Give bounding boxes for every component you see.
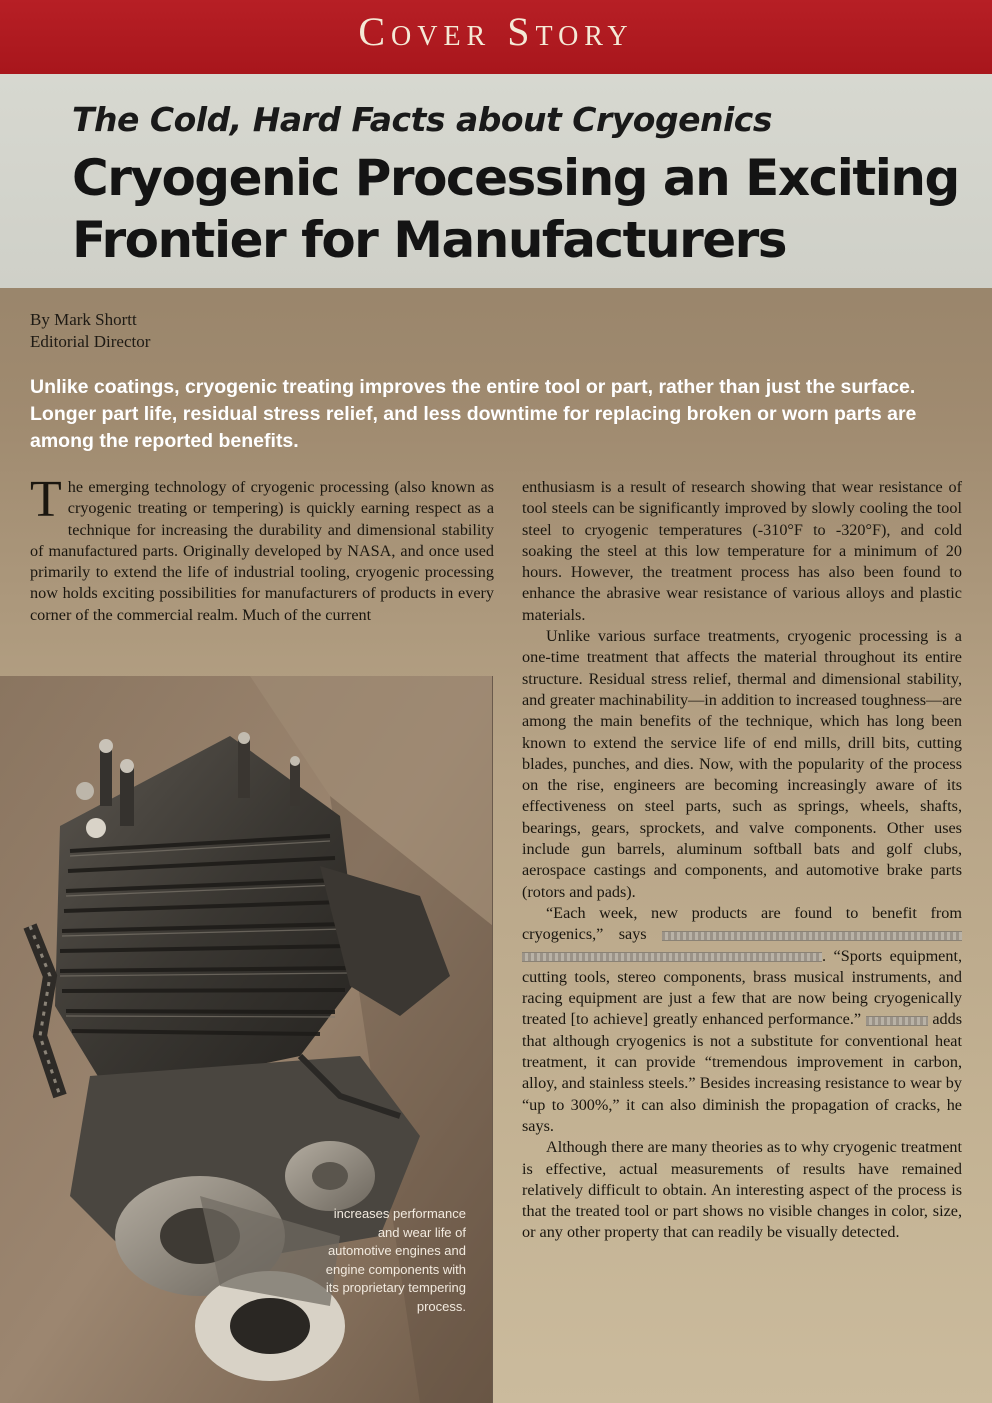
redacted-name: [866, 1016, 928, 1026]
drop-cap: T: [30, 471, 62, 528]
paragraph-3: [522, 903, 962, 1137]
paragraph-4: Although there are many theories as to why cryogenic treatment is effective, actual measurements of results have remained relatively difficult to obtain. An interesting aspect of the process is that the treated tool or part shows no visible changes in color, size, or any other property that can readily be visually detected.: [522, 1138, 962, 1242]
paragraph-1: [30, 471, 494, 626]
column-left: [30, 471, 494, 626]
paragraph-3-part-c: adds that although cryogenics is not a substitute for conventional heat treatment, it can provide “tremendous improvement in carbon, alloy, and stainless steels.” Besides increasing resistance to wear by “up to 300%,” it can also diminish the propagation of cracks, he says.: [522, 1010, 963, 1135]
article-kicker: The Cold, Hard Facts about Cryogenics: [72, 100, 772, 139]
article-deck: Unlike coatings, cryogenic treating improves the entire tool or part, rather than just the surface. Longer part life, residual stress relief, and less downtime for replacing broken or worn parts are among the reported benefits.: [30, 376, 917, 452]
article-headline: Cryogenic Processing an Exciting Frontier for Manufacturers: [72, 149, 959, 269]
byline: [30, 309, 150, 353]
paragraph-1-continued: enthusiasm is a result of research showing that wear resistance of tool steels can be significantly improved by slowly cooling the tool steel to cryogenic temperatures (-310°F to -320°F), and cold soaking the steel at this low temperature for a minimum of 20 hours. However, the treatment process has also been found to enhance the abrasive wear resistance of various alloys and plastic materials.: [522, 478, 962, 624]
section-header-bar: [0, 0, 992, 74]
byline-author: By Mark Shortt: [30, 310, 137, 329]
byline-role: Editorial Director: [30, 332, 151, 351]
redacted-name: [522, 952, 822, 962]
redacted-name: [662, 931, 962, 941]
photo-caption: increases performance and wear life of automotive engines and engine components with its proprietary tempering process.: [325, 1206, 466, 1314]
paragraph-2: Unlike various surface treatments, cryogenic processing is a one-time treatment that affects the material throughout its entire structure. Residual stress relief, thermal and dimensional stability, and greater machinability—in addition to increased toughness—are among the main benefits of the technique, which has long been known to extend the service life of end mills, drill bits, cutting blades, punches, and dies. Now, with the popularity of the process on the rise, engineers are becoming increasingly aware of its effectiveness on steel parts, such as springs, wheels, shafts, bearings, gears, sprockets, and valve components. Other uses include gun barrels, aluminum softball bats and golf clubs, aerospace castings and components, and automotive brake parts (rotors and pads).: [522, 627, 962, 901]
paragraph-1-text: he emerging technology of cryogenic processing (also known as cryogenic treating or tempering) is quickly earning respect as a technique for increasing the durability and dimensional stability of manufactured parts. Originally developed by NASA, and once used primarily to extend the life of industrial tooling, cryogenic processing now holds exciting possibilities for manufacturers of products in every corner of the commercial realm. Much of the current: [30, 478, 494, 624]
paragraph-3-part-b: . “Sports equipment, cutting tools, stereo components, brass musical instruments, and racing equipment are just a few that are now being cryogenically treated [to achieve] greatly enhanced performance.”: [522, 946, 962, 1029]
column-right: [522, 477, 962, 1244]
section-title: Cover Story: [358, 8, 634, 54]
paragraph-3-part-a: “Each week, new products are found to benefit from cryogenics,” says: [522, 903, 962, 944]
